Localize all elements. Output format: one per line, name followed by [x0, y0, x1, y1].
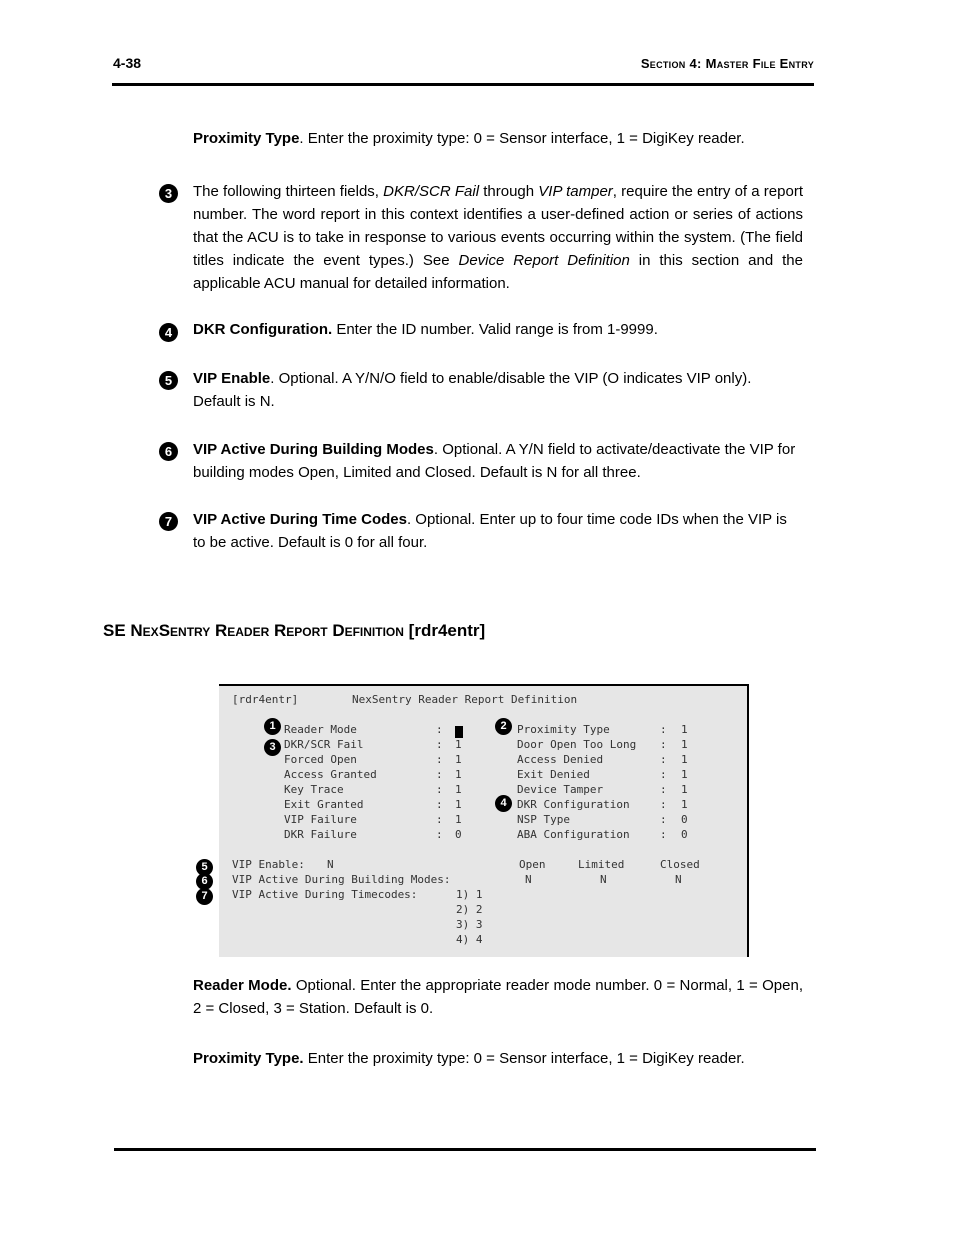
colon: : [660, 828, 667, 841]
mode-value-limited[interactable]: N [600, 873, 607, 886]
callout-6-icon: 6 [159, 442, 178, 461]
callout-4-icon: 4 [159, 323, 178, 342]
vip-enable-label: VIP Enable [193, 370, 271, 387]
dkr-scr-fail-value[interactable]: 1 [455, 738, 462, 751]
vip-failure-value[interactable]: 1 [455, 813, 462, 826]
mode-value-closed[interactable]: N [675, 873, 682, 886]
colon: : [436, 798, 443, 811]
field-access-denied-label: Access Denied [517, 753, 604, 766]
dkr-config-text: Enter the ID number. Valid range is from 1-9999. [332, 321, 658, 338]
report-fields-paragraph [193, 180, 803, 295]
vip-time-codes-paragraph [193, 508, 803, 554]
mode-header-closed: Closed [660, 858, 700, 871]
field-dkr-scr-fail-label: DKR/SCR Fail [284, 738, 364, 751]
vip-enable-text: . Optional. A Y/N/O field to enable/disable the VIP (O indicates VIP only). Default is N. [193, 370, 752, 410]
vip-building-modes-paragraph [193, 438, 803, 484]
timecode-4[interactable]: 4) 4 [456, 933, 483, 946]
timecode-2[interactable]: 2) 2 [456, 903, 483, 916]
p3-text-4: in this section and the applicable ACU manual for detailed information. [193, 252, 803, 292]
colon: : [436, 828, 443, 841]
device-tamper-value[interactable]: 1 [681, 783, 688, 796]
colon: : [436, 783, 443, 796]
vip-modes-screen-label: VIP Active During Building Modes: [232, 873, 451, 886]
dkr-failure-value[interactable]: 0 [455, 828, 462, 841]
field-exit-granted-label: Exit Granted [284, 798, 364, 811]
heading-name: NexSentry Reader Report Definition [130, 621, 404, 640]
field-vip-failure-label: VIP Failure [284, 813, 357, 826]
vip-codes-screen-label: VIP Active During Timecodes: [232, 888, 418, 901]
aba-configuration-value[interactable]: 0 [681, 828, 688, 841]
field-forced-open-label: Forced Open [284, 753, 357, 766]
screen-title: NexSentry Reader Report Definition [352, 693, 578, 706]
key-trace-value[interactable]: 1 [455, 783, 462, 796]
colon: : [660, 783, 667, 796]
door-open-too-long-value[interactable]: 1 [681, 738, 688, 751]
nsp-type-value[interactable]: 0 [681, 813, 688, 826]
screen-program-id: [rdr4entr] [232, 693, 299, 706]
screen-callout-7-icon: 7 [196, 888, 213, 905]
section-heading [103, 621, 485, 641]
callout-5-icon: 5 [159, 371, 178, 390]
mode-header-limited: Limited [578, 858, 625, 871]
proximity-type-bottom-label: Proximity Type. [193, 1050, 304, 1067]
vip-enable-screen-label: VIP Enable: [232, 858, 305, 871]
proximity-type-bottom-paragraph [193, 1047, 803, 1070]
timecode-3[interactable]: 3) 3 [456, 918, 483, 931]
proximity-type-paragraph [193, 127, 803, 150]
screen-callout-1-icon: 1 [264, 718, 281, 735]
colon: : [436, 768, 443, 781]
proximity-type-text: . Enter the proximity type: 0 = Sensor interface, 1 = DigiKey reader. [299, 130, 745, 147]
field-aba-configuration-label: ABA Configuration [517, 828, 630, 841]
access-granted-value[interactable]: 1 [455, 768, 462, 781]
page-number: 4-38 [113, 55, 142, 71]
vip-enable-screen-value[interactable]: N [327, 858, 334, 871]
reader-mode-text: Optional. Enter the appropriate reader mode number. 0 = Normal, 1 = Open, 2 = Closed, 3 = Station. Default is 0. [193, 977, 803, 1017]
field-key-trace-label: Key Trace [284, 783, 344, 796]
mode-header-open: Open [519, 858, 546, 871]
reader-mode-label: Reader Mode. [193, 977, 292, 994]
colon: : [660, 723, 667, 736]
screen-callout-2-icon: 2 [495, 718, 512, 735]
timecode-1[interactable]: 1) 1 [456, 888, 483, 901]
p3-italic-1: DKR/SCR Fail [383, 183, 480, 200]
p3-text-3: , require the entry of a report number. The word report in this context identifies a user-defined action or series of actions that the ACU is to take in response to various events occurring within the system. (The field titles indicate the event types.) See [193, 183, 803, 269]
field-reader-mode-label: Reader Mode [284, 723, 357, 736]
access-denied-value[interactable]: 1 [681, 753, 688, 766]
colon: : [660, 798, 667, 811]
field-exit-denied-label: Exit Denied [517, 768, 590, 781]
vip-building-modes-text: . Optional. A Y/N field to activate/deactivate the VIP for building modes Open, Limited and Closed. Default is N for all three. [193, 441, 796, 481]
proximity-type-value[interactable]: 1 [681, 723, 688, 736]
callout-3-icon: 3 [159, 184, 178, 203]
screen-callout-3-icon: 3 [264, 739, 281, 756]
heading-code: [rdr4entr] [408, 621, 486, 640]
exit-denied-value[interactable]: 1 [681, 768, 688, 781]
vip-time-codes-label: VIP Active During Time Codes [193, 511, 407, 528]
p3-italic-3: Device Report Definition [458, 252, 630, 269]
colon: : [660, 738, 667, 751]
field-dkr-failure-label: DKR Failure [284, 828, 357, 841]
vip-time-codes-text: . Optional. Enter up to four time code IDs when the VIP is to be active. Default is 0 for all four. [193, 511, 787, 551]
p3-italic-2: VIP tamper [538, 183, 613, 200]
colon: : [436, 753, 443, 766]
field-access-granted-label: Access Granted [284, 768, 377, 781]
vip-building-modes-label: VIP Active During Building Modes [193, 441, 434, 458]
dkr-configuration-value[interactable]: 1 [681, 798, 688, 811]
field-proximity-type-label: Proximity Type [517, 723, 610, 736]
field-nsp-type-label: NSP Type [517, 813, 570, 826]
dkr-config-paragraph [193, 318, 803, 341]
p3-text-1: The following thirteen fields, [193, 183, 384, 200]
mode-value-open[interactable]: N [525, 873, 532, 886]
colon: : [660, 768, 667, 781]
colon: : [660, 753, 667, 766]
colon: : [436, 738, 443, 751]
screen-callout-5-icon: 5 [196, 859, 213, 876]
screen-callout-4-icon: 4 [495, 795, 512, 812]
colon: : [436, 723, 443, 736]
exit-granted-value[interactable]: 1 [455, 798, 462, 811]
reader-mode-paragraph [193, 974, 803, 1020]
vip-enable-paragraph [193, 367, 803, 413]
text-cursor [455, 726, 463, 738]
heading-prefix: SE [103, 621, 131, 640]
field-dkr-configuration-label: DKR Configuration [517, 798, 630, 811]
footer-rule [114, 1148, 816, 1151]
screen-callout-6-icon: 6 [196, 873, 213, 890]
field-device-tamper-label: Device Tamper [517, 783, 604, 796]
dkr-config-label: DKR Configuration. [193, 321, 333, 338]
proximity-type-bottom-text: Enter the proximity type: 0 = Sensor interface, 1 = DigiKey reader. [303, 1050, 745, 1067]
forced-open-value[interactable]: 1 [455, 753, 462, 766]
p3-text-2: through [479, 183, 539, 200]
field-door-open-too-long-label: Door Open Too Long [517, 738, 637, 751]
proximity-type-label: Proximity Type [193, 130, 300, 147]
colon: : [660, 813, 667, 826]
header-rule [112, 83, 814, 86]
callout-7-icon: 7 [159, 512, 178, 531]
colon: : [436, 813, 443, 826]
running-header: Section 4: Master File Entry [640, 56, 814, 71]
